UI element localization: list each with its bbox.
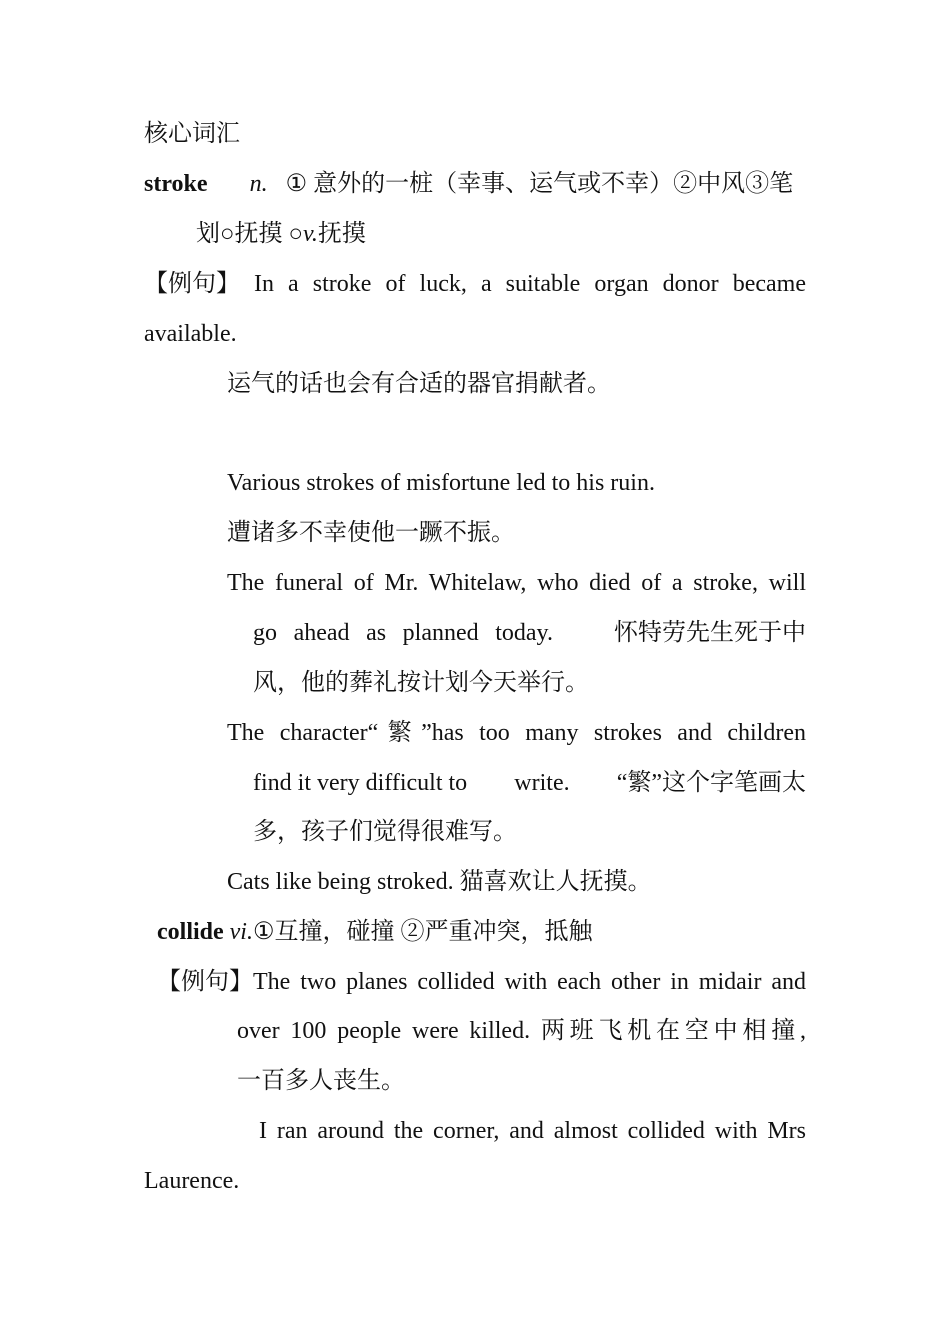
- collide-example2-line1: I ran around the corner, and almost collided with Mrs: [259, 1118, 806, 1144]
- collide-example1-line1: [157, 966, 806, 998]
- example-text: go ahead as planned today.: [253, 620, 553, 646]
- example-text: find it very difficult to: [253, 770, 468, 796]
- entry-collide-headline: [157, 916, 593, 948]
- pos-stroke-verb: v.: [303, 221, 318, 247]
- stroke-example1-translation: 运气的话也会有合适的器官捐献者。: [227, 371, 611, 397]
- collide-example2-line2: Laurence.: [144, 1168, 240, 1194]
- example-text: write.: [514, 770, 570, 796]
- definition-stroke-line1: ① 意外的一桩（幸事、运气或不幸）②中风③笔: [285, 171, 794, 197]
- entry-stroke-def-line2: [196, 218, 366, 250]
- stroke-example1-line2: available.: [144, 321, 237, 347]
- example-text: In a stroke of luck, a suitable organ donor became: [254, 271, 806, 297]
- example-tag: 【例句】: [157, 969, 253, 995]
- definition-stroke-verb: 抚摸: [317, 221, 366, 247]
- stroke-example4-line3: 多，孩子们觉得很难写。: [253, 819, 517, 845]
- stroke-example1-line1: [144, 268, 806, 300]
- stroke-example5: Cats like being stroked. 猫喜欢让人抚摸。: [227, 869, 652, 895]
- entry-stroke-headline: [144, 168, 806, 200]
- collide-example1-line2: over 100 people were killed. 两班飞机在空中相撞,: [237, 1018, 806, 1044]
- stroke-example3-line1: The funeral of Mr. Whitelaw, who died of a stroke, will: [227, 570, 806, 596]
- section-title: 核心词汇: [144, 121, 240, 147]
- stroke-example3-line3: 风，他的葬礼按计划今天举行。: [253, 670, 589, 696]
- pos-stroke: n.: [249, 171, 268, 197]
- pos-collide: vi.: [229, 919, 253, 945]
- example-tag: 【例句】: [144, 271, 240, 297]
- stroke-example3-line2: [253, 617, 806, 649]
- example-translation: “繁”这个字笔画太: [616, 770, 806, 796]
- stroke-example2-translation: 遭诸多不幸使他一蹶不振。: [227, 520, 515, 546]
- collide-example1-line3: 一百多人丧生。: [237, 1068, 405, 1094]
- definition-stroke-line2: 划○抚摸 ○: [196, 221, 303, 247]
- headword-stroke: stroke: [144, 171, 208, 197]
- example-text: The two planes collided with each other in midair and: [253, 969, 806, 995]
- stroke-example2: Various strokes of misfortune led to his ruin.: [227, 470, 655, 496]
- stroke-example4-line2: [253, 767, 806, 799]
- headword-collide: collide: [157, 919, 224, 945]
- stroke-example4-line1: The character“繁”has too many strokes and children: [227, 720, 806, 746]
- example-translation: 怀特劳先生死于中: [614, 620, 806, 646]
- definition-collide: ①互撞，碰撞 ②严重冲突，抵触: [252, 919, 593, 945]
